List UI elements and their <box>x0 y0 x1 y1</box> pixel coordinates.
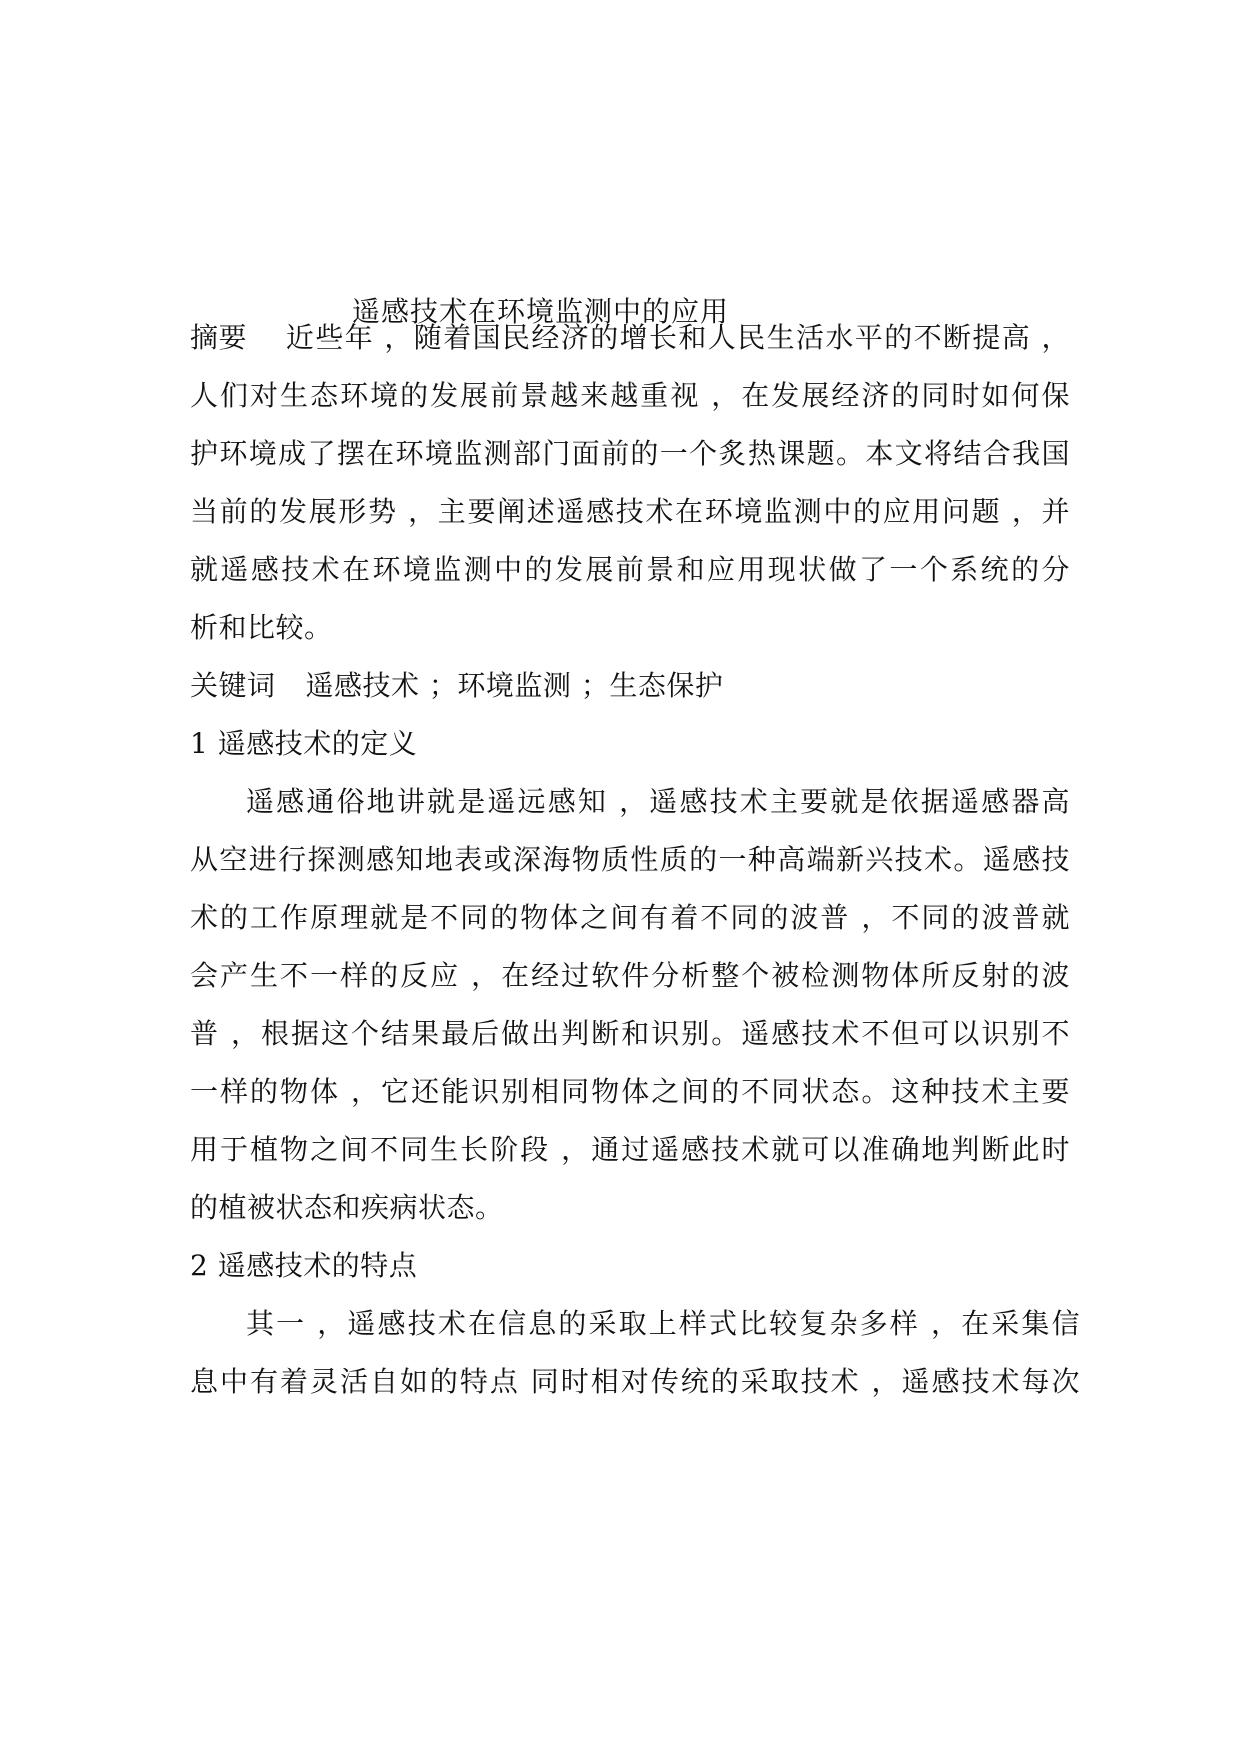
section-heading: 1 遥感技术的定义 <box>190 727 418 760</box>
abstract-line: 护环境成了摆在环境监测部门面前的一个炙热课题。本文将结合我国 <box>190 437 1070 470</box>
paragraph-line: 的植被状态和疾病状态。 <box>190 1191 504 1224</box>
abstract-label: 摘要 <box>190 321 248 354</box>
abstract-line: 人们对生态环境的发展前景越来越重视 ，在发展经济的同时如何保 <box>190 379 1070 412</box>
abstract-line <box>190 318 1070 358</box>
paragraph-line: 遥感通俗地讲就是遥远感知 ，遥感技术主要就是依据遥感器高 <box>246 785 1070 818</box>
abstract-line: 析和比较。 <box>190 611 333 644</box>
keywords-line <box>190 666 1070 706</box>
section-heading: 2 遥感技术的特点 <box>190 1249 418 1282</box>
keywords-text: 遥感技术 ；环境监测 ；生态保护 <box>305 669 724 702</box>
document-title: 遥感技术在环境监测中的应用 <box>352 295 730 328</box>
paragraph-line: 从空进行探测感知地表或深海物质性质的一种高端新兴技术。遥感技 <box>190 843 1070 876</box>
abstract-line: 就遥感技术在环境监测中的发展前景和应用现状做了一个系统的分 <box>190 553 1070 586</box>
paragraph-line: 息中有着灵活自如的特点 同时相对传统的采取技术 ，遥感技术每次 <box>190 1365 1080 1398</box>
paragraph-line: 会产生不一样的反应 ，在经过软件分析整个被检测物体所反射的波 <box>190 959 1070 992</box>
paragraph-line: 一样的物体 ，它还能识别相同物体之间的不同状态。这种技术主要 <box>190 1075 1070 1108</box>
abstract-line: 当前的发展形势 ，主要阐述遥感技术在环境监测中的应用问题 ，并 <box>190 495 1070 528</box>
paragraph-line: 用于植物之间不同生长阶段 ，通过遥感技术就可以准确地判断此时 <box>190 1133 1070 1166</box>
paragraph-line: 术的工作原理就是不同的物体之间有着不同的波普 ，不同的波普就 <box>190 901 1070 934</box>
paragraph-line: 其一 ，遥感技术在信息的采取上样式比较复杂多样 ，在采集信 <box>246 1307 1080 1340</box>
abstract-text: 近些年 ，随着国民经济的增长和人民生活水平的不断提高 ， <box>285 321 1070 354</box>
paragraph-line: 普 ，根据这个结果最后做出判断和识别。遥感技术不但可以识别不 <box>190 1017 1070 1050</box>
keywords-label: 关键词 <box>190 669 276 702</box>
